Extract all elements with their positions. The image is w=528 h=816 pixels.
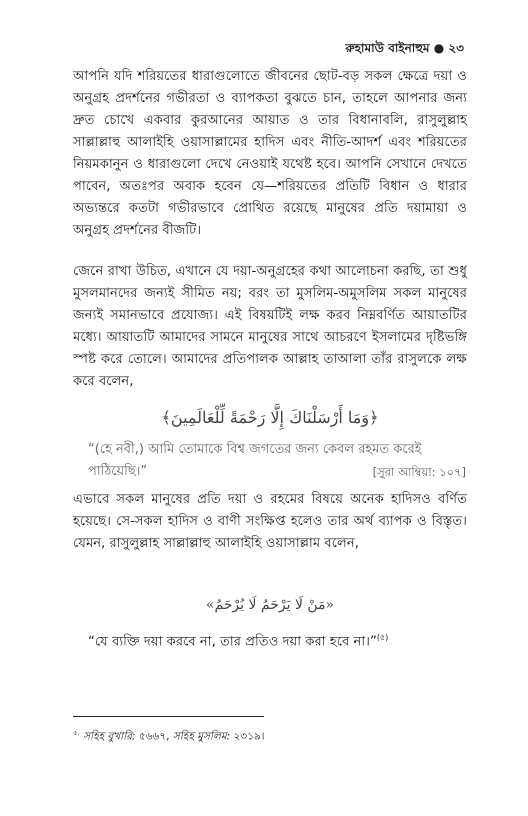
footnote-reference[interactable]: (৫)	[376, 633, 389, 642]
footnote-source-2: সহিহ মুসলিম:	[172, 730, 231, 743]
hadith-translation	[88, 627, 468, 653]
footnote-source-1: সহিহ বুখারি:	[83, 730, 136, 743]
footnote-marker: ৫.	[73, 729, 80, 737]
verse-translation	[88, 439, 466, 483]
running-header: রুহামাউ বাইনাহুম ● ২৩	[345, 41, 464, 55]
footnote-number-1: ৫৬৬৭,	[135, 730, 173, 743]
hadith-translation-text: “যে ব্যক্তি দয়া করবে না, তার প্রতিও দয়া করা হবে না।”	[88, 634, 377, 650]
footnote-number-2: ২৩১৯।	[230, 730, 265, 743]
paragraph-1: আপনি যদি শরিয়তের ধারাগুলোতে জীবনের ছোট-বড় সকল ক্ষেত্রে দয়া ও অনুগ্রহ প্রদর্শনের গভীরতা ও ব্যাপকতা বুঝতে চান, তাহলে আপনার জন্য দ্রুত চোখে একবার কুরআনের আয়াত ও তার বিধানাবলি, রাসুলুল্লাহ সাল্লাল্লাহু আলাইহি ওয়াসাল্লামের হাদিস এবং নীতি-আদর্শ এবং শরিয়তের নিয়মকানুন ও ধারাগুলো দেখে নেওয়াই যথেষ্ট হবে। আপনি সেখানে দেখতে পাবেন, অতঃপর অবাক হবেন যে—শরিয়তের প্রতিটি বিধান ও ধারার অভ্যন্তরে কতটা গভীরভাবে প্রোথিত রয়েছে মানুষের প্রতি দয়ামায়া ও অনুগ্রহ প্রদর্শনের বীজটি।	[73, 69, 467, 238]
verse-translation-text: “(হে নবী,) আমি তোমাকে বিশ্ব জগতের জন্য কেবল রহমত করেই পাঠিয়েছি।”	[88, 442, 422, 479]
hadith-arabic: «مَنْ لَا يَرْحَمُ لَا يُرْحَمُ»	[205, 597, 335, 613]
footnote-divider	[73, 716, 264, 717]
paragraph-3: এভাবে সকল মানুষের প্রতি দয়া ও রহমের বিষয়ে অনেক হাদিসও বর্ণিত হয়েছে। সে-সকল হাদিস ও বাণী সংক্ষিপ্ত হলেও তার অর্থ ব্যাপক ও বিস্তৃত। যেমন, রাসুলুল্লাহ সাল্লাল্লাহু আলাইহি ওয়াসাল্লাম বলেন,	[73, 492, 467, 551]
verse-reference: [সুরা আম্বিয়া: ১০৭]	[372, 465, 466, 479]
footnote	[73, 727, 467, 747]
quran-verse-arabic: ﴿وَمَا أَرْسَلْنَاكَ إِلَّا رَحْمَةً لِّلْعَالَمِينَ﴾	[161, 408, 379, 427]
paragraph-2: জেনে রাখা উচিত, এখানে যে দয়া-অনুগ্রহের কথা আলোচনা করছি, তা শুধু মুসলমানদের জন্যই সীমিত নয়; বরং তা মুসলিম-অমুসলিম সকল মানুষের জন্যই সমানভাবে প্রযোজ্য। এই বিষয়টিই লক্ষ করব নিম্নবর্ণিত আয়াতটির মধ্যে। আয়াতটি আমাদের সামনে মানুষের সাথে আচরণে ইসলামের দৃষ্টিভঙ্গি স্পষ্ট করে তোলে। আমাদের প্রতিপালক আল্লাহ তাআলা তাঁর রাসুলকে লক্ষ করে বলেন,	[73, 264, 467, 389]
